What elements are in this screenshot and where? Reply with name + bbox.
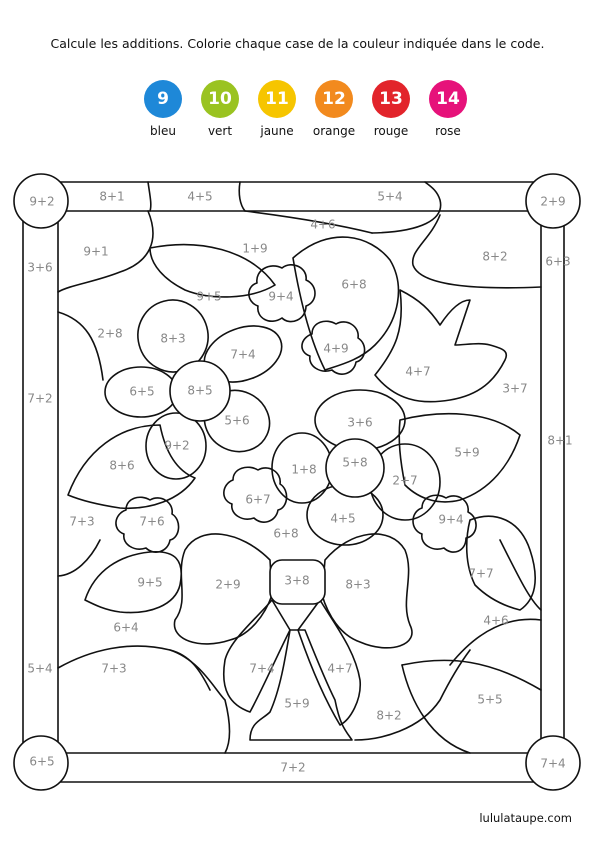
label-region: 3+6 xyxy=(27,260,53,275)
label-region: 6+7 xyxy=(245,492,271,507)
label-region: 3+6 xyxy=(347,415,373,430)
label-region: 5+4 xyxy=(27,661,53,676)
divider xyxy=(58,312,103,380)
label-region: 2+7 xyxy=(392,473,418,488)
legend-dot-13: 13 xyxy=(372,80,410,118)
divider xyxy=(239,182,245,211)
label-region: 7+4 xyxy=(249,661,275,676)
label-region: 8+1 xyxy=(99,189,125,204)
divider xyxy=(402,665,470,753)
label-region: 7+7 xyxy=(468,566,494,581)
legend-label-rose: rose xyxy=(435,124,461,138)
site-credit: lululataupe.com xyxy=(479,811,572,825)
tulip xyxy=(375,290,506,402)
label-region: 6+8 xyxy=(273,526,299,541)
label-region: 4+7 xyxy=(405,364,431,379)
divider xyxy=(170,650,230,753)
label-region: 9+4 xyxy=(268,289,294,304)
divider xyxy=(413,215,541,288)
label-region: 2+9 xyxy=(540,194,566,209)
label-region: 9+1 xyxy=(83,244,109,259)
label-region: 7+3 xyxy=(69,514,95,529)
label-region: 7+3 xyxy=(101,661,127,676)
divider xyxy=(148,182,151,211)
legend-label-rouge: rouge xyxy=(373,124,409,138)
label-region: 8+1 xyxy=(547,433,573,448)
bow-ribbon-left xyxy=(224,600,290,712)
label-region: 5+4 xyxy=(377,189,403,204)
label-region: 7+2 xyxy=(280,760,306,775)
label-region: 4+5 xyxy=(187,189,213,204)
divider xyxy=(245,211,372,233)
label-region: 8+6 xyxy=(109,458,135,473)
leaf-bottom-left xyxy=(85,552,181,613)
label-region: 2+9 xyxy=(215,577,241,592)
label-region: 1+9 xyxy=(242,241,268,256)
legend-dot-11: 11 xyxy=(258,80,296,118)
legend-dot-12: 12 xyxy=(315,80,353,118)
label-region: 6+5 xyxy=(29,754,55,769)
label-region: 8+3 xyxy=(345,577,371,592)
bow-tail xyxy=(250,630,352,740)
label-region: 8+3 xyxy=(160,331,186,346)
label-region: 8+5 xyxy=(187,383,213,398)
legend-label-jaune: jaune xyxy=(260,124,294,138)
label-region: 7+4 xyxy=(540,756,566,771)
label-region: 5+9 xyxy=(454,445,480,460)
legend-dot-14: 14 xyxy=(429,80,467,118)
label-region: 9+4 xyxy=(438,512,464,527)
legend-label-orange: orange xyxy=(312,124,356,138)
legend-label-bleu: bleu xyxy=(150,124,176,138)
label-region: 8+2 xyxy=(482,249,508,264)
divider xyxy=(58,540,100,576)
label-region: 4+9 xyxy=(323,341,349,356)
label-region: 4+6 xyxy=(483,613,509,628)
label-region: 9+2 xyxy=(29,194,55,209)
legend-dot-10: 10 xyxy=(201,80,239,118)
label-region: 3+8 xyxy=(284,573,310,588)
label-region: 2+8 xyxy=(97,326,123,341)
label-region: 6+4 xyxy=(113,620,139,635)
label-region: 5+5 xyxy=(477,692,503,707)
label-region: 6+5 xyxy=(129,384,155,399)
legend-label-vert: vert xyxy=(207,124,233,138)
label-region: 6+3 xyxy=(545,254,571,269)
label-region: 1+8 xyxy=(291,462,317,477)
legend-dot-9: 9 xyxy=(144,80,182,118)
label-region: 4+6 xyxy=(310,217,336,232)
label-region: 9+5 xyxy=(137,575,163,590)
instruction-text: Calcule les additions. Colorie chaque case de la couleur indiquée dans le code. xyxy=(50,36,545,51)
divider xyxy=(402,660,541,690)
label-region: 5+9 xyxy=(284,696,310,711)
label-region: 7+4 xyxy=(230,347,256,362)
label-region: 5+6 xyxy=(224,413,250,428)
label-region: 4+7 xyxy=(327,661,353,676)
leaf-bottom-right xyxy=(467,516,535,610)
divider xyxy=(58,646,210,690)
label-region: 5+8 xyxy=(342,455,368,470)
label-region: 7+2 xyxy=(27,391,53,406)
label-region: 6+8 xyxy=(341,277,367,292)
label-region: 9+2 xyxy=(164,438,190,453)
label-region: 7+6 xyxy=(139,514,165,529)
label-region: 8+2 xyxy=(376,708,402,723)
label-region: 9+5 xyxy=(196,289,222,304)
label-region: 4+5 xyxy=(330,511,356,526)
label-region: 3+7 xyxy=(502,381,528,396)
